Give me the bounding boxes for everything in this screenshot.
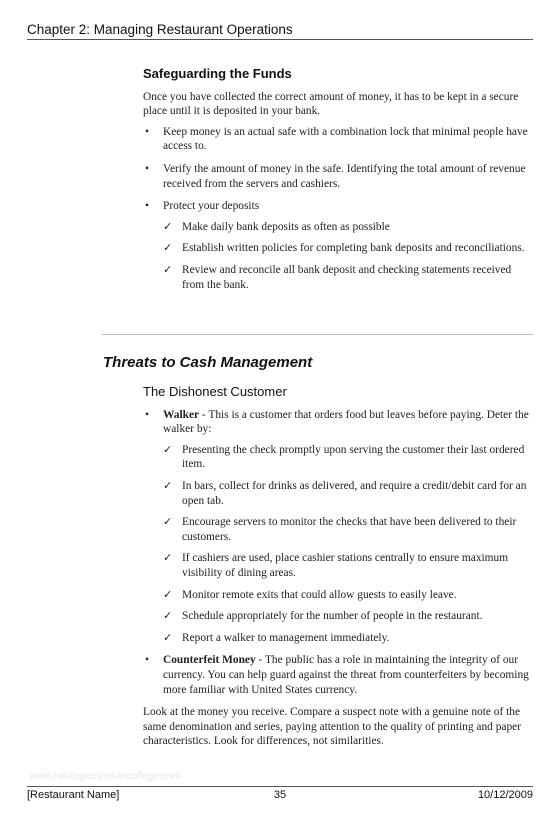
checkmark-icon: ✓	[163, 262, 173, 276]
section-heading-safeguarding: Safeguarding the Funds	[143, 66, 292, 81]
section-divider	[102, 334, 533, 335]
check-item-text: Report a walker to management immediately.	[182, 631, 390, 644]
list-item	[143, 125, 531, 154]
bullet-icon: •	[145, 125, 149, 138]
checkmark-icon: ✓	[163, 442, 173, 456]
check-item	[163, 515, 533, 544]
term-walker: Walker	[163, 408, 200, 421]
check-item	[163, 263, 531, 292]
list-item	[143, 408, 533, 646]
list-item	[143, 162, 531, 191]
checkmark-icon: ✓	[163, 515, 173, 529]
closing-paragraph: Look at the money you receive. Compare a suspect note with a genuine note of the same denomination and series, paying attention to the quality of printing and paper characteristics. Look for differences, not similarities.	[143, 706, 522, 748]
check-item-text: Schedule appropriately for the number of people in the restaurant.	[182, 610, 483, 623]
header-divider	[27, 39, 533, 40]
walker-checklist	[163, 443, 533, 646]
subheading-dishonest-customer: The Dishonest Customer	[143, 384, 287, 399]
check-item-text: Establish written policies for completing bank deposits and reconciliations.	[182, 242, 525, 255]
safeguarding-intro: Once you have collected the correct amount of money, it has to be kept in a secure place until it is deposited in your bank.	[143, 90, 519, 118]
check-item-text: In bars, collect for drinks as delivered, and require a credit/debit card for an open tab.	[182, 479, 527, 507]
walker-description: - This is a customer that orders food but leaves before paying. Deter the walker by:	[163, 408, 529, 436]
chapter-title: Chapter 2: Managing Restaurant Operations	[27, 22, 293, 37]
footer-divider	[27, 786, 533, 787]
check-item	[163, 220, 531, 235]
check-item	[163, 551, 533, 580]
checkmark-icon: ✓	[163, 219, 173, 233]
threats-bullet-list	[143, 408, 533, 698]
checkmark-icon: ✓	[163, 630, 173, 644]
checkmark-icon: ✓	[163, 551, 173, 565]
checkmark-icon: ✓	[163, 241, 173, 255]
check-item	[163, 241, 531, 256]
bullet-icon: •	[145, 162, 149, 175]
check-item	[163, 631, 533, 646]
bullet-icon: •	[145, 200, 149, 213]
safeguarding-section	[143, 67, 531, 300]
list-item	[143, 653, 533, 697]
check-item-text: Encourage servers to monitor the checks that have been delivered to their customers.	[182, 516, 517, 543]
checkmark-icon: ✓	[163, 587, 173, 601]
check-item-text: Make daily bank deposits as often as possible	[182, 220, 390, 233]
check-item-text: Presenting the check promptly upon serving the customer their last ordered item.	[182, 443, 525, 471]
checkmark-icon: ✓	[163, 609, 173, 623]
threats-section	[143, 385, 533, 755]
counterfeit-description: - The public has a role in maintaining the integrity of our currency. You can help guard against the threat from counterfeiters by becoming more familiar with United States currency.	[163, 654, 529, 696]
check-item	[163, 479, 533, 508]
check-item	[163, 588, 533, 603]
bullet-icon: •	[145, 408, 149, 421]
list-item-text: Protect your deposits	[163, 200, 260, 213]
footer-date: 10/12/2009	[477, 789, 533, 801]
check-item-text: Review and reconcile all bank deposit and checking statements received from the bank.	[182, 263, 512, 291]
checkmark-icon: ✓	[163, 478, 173, 492]
watermark-text: www.heritagechristiancollege.com	[30, 771, 181, 782]
check-item	[163, 443, 533, 472]
check-item	[163, 609, 533, 624]
section-heading-threats: Threats to Cash Management	[103, 354, 313, 371]
term-counterfeit-money: Counterfeit Money	[163, 654, 256, 667]
list-item-text: Keep money is an actual safe with a combination lock that minimal people have access to.	[163, 125, 528, 153]
page-number: 35	[273, 789, 287, 801]
bullet-icon: •	[145, 654, 149, 667]
safeguarding-bullet-list	[143, 125, 531, 292]
check-item-text: If cashiers are used, place cashier stations centrally to ensure maximum visibility of dining areas.	[182, 552, 509, 579]
footer-restaurant-name: [Restaurant Name]	[27, 789, 120, 801]
deposit-checklist	[163, 220, 531, 292]
list-item	[143, 199, 531, 292]
list-item-text: Verify the amount of money in the safe. Identifying the total amount of revenue received from the servers and cashiers.	[163, 162, 526, 190]
check-item-text: Monitor remote exits that could allow guests to easily leave.	[182, 588, 457, 601]
